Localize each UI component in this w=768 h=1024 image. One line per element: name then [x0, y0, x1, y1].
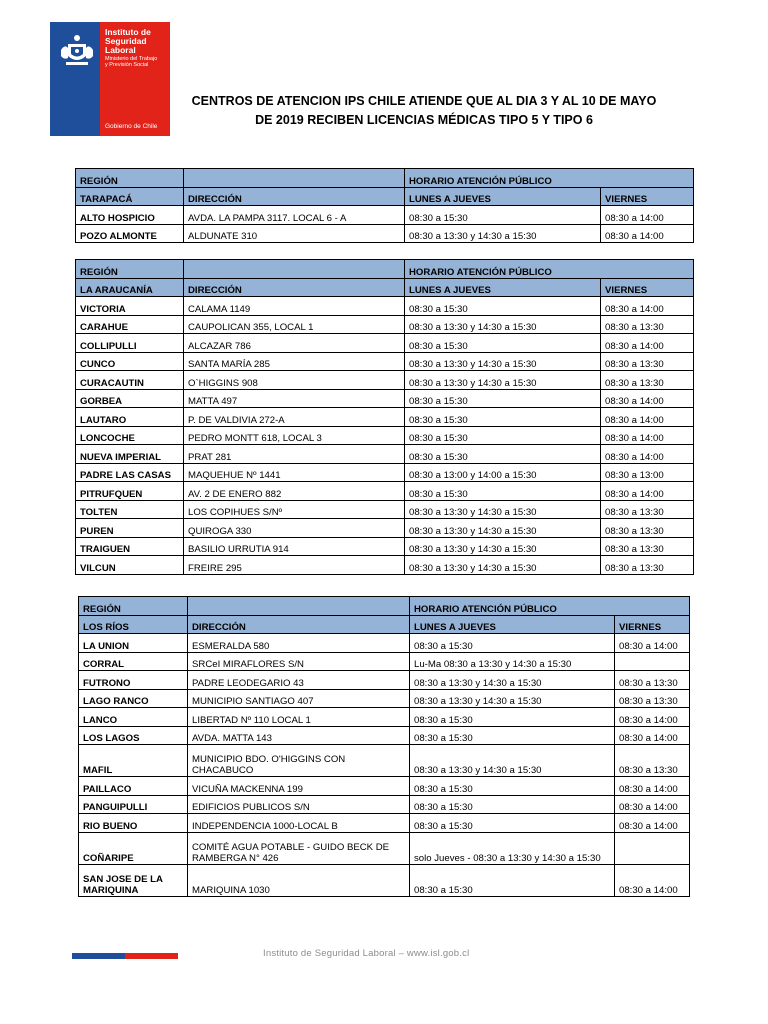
hours-mon-thu-cell: 08:30 a 13:30 y 14:30 a 15:30: [405, 519, 601, 538]
hours-fri-cell: 08:30 a 14:00: [615, 864, 690, 896]
hours-mon-thu-cell: 08:30 a 15:30: [410, 708, 615, 727]
table-row: [76, 519, 694, 538]
hours-fri-cell: 08:30 a 14:00: [601, 206, 694, 225]
logo-title: Instituto de Seguridad Laboral: [105, 27, 151, 55]
city-cell: LOS LAGOS: [79, 726, 188, 745]
address-cell: AVDA. LA PAMPA 3117. LOCAL 6 - A: [184, 206, 405, 225]
empty-header-cell: [188, 597, 410, 616]
table-row: [79, 832, 690, 864]
hours-mon-thu-cell: 08:30 a 15:30: [405, 445, 601, 464]
region-name: LA ARAUCANÍA: [76, 278, 184, 297]
address-cell: MATTA 497: [184, 389, 405, 408]
city-cell: CUNCO: [76, 352, 184, 371]
logo-government: Gobierno de Chile: [105, 123, 158, 130]
address-cell: CAUPOLICAN 355, LOCAL 1: [184, 315, 405, 334]
table-row: [79, 745, 690, 777]
table-header-row-1: [79, 597, 690, 616]
city-cell: TOLTEN: [76, 500, 184, 519]
table-row: [76, 463, 694, 482]
lunes-jueves-header: LUNES A JUEVES: [410, 615, 615, 634]
hours-mon-thu-cell: 08:30 a 15:30: [405, 408, 601, 427]
table-row: [76, 315, 694, 334]
hours-mon-thu-cell: 08:30 a 15:30: [410, 864, 615, 896]
city-cell: TRAIGUEN: [76, 537, 184, 556]
address-cell: LIBERTAD Nº 110 LOCAL 1: [188, 708, 410, 727]
table-row: [76, 537, 694, 556]
empty-header-cell: [184, 260, 405, 279]
hours-fri-cell: 08:30 a 13:30: [601, 519, 694, 538]
address-cell: BASILIO URRUTIA 914: [184, 537, 405, 556]
hours-mon-thu-cell: 08:30 a 13:30 y 14:30 a 15:30: [405, 315, 601, 334]
table-row: [79, 671, 690, 690]
hours-fri-cell: 08:30 a 14:00: [601, 297, 694, 316]
lunes-jueves-header: LUNES A JUEVES: [405, 278, 601, 297]
table-row: [79, 777, 690, 796]
hours-mon-thu-cell: 08:30 a 13:30 y 14:30 a 15:30: [410, 745, 615, 777]
table-row: [76, 224, 694, 243]
city-cell: VICTORIA: [76, 297, 184, 316]
hours-mon-thu-cell: 08:30 a 15:30: [410, 634, 615, 653]
address-cell: QUIROGA 330: [184, 519, 405, 538]
hours-mon-thu-cell: 08:30 a 15:30: [405, 206, 601, 225]
table-los-rios: [78, 596, 690, 897]
horario-header: HORARIO ATENCIÓN PÚBLICO: [405, 169, 694, 188]
address-cell: PADRE LEODEGARIO 43: [188, 671, 410, 690]
address-cell: CALAMA 1149: [184, 297, 405, 316]
hours-fri-cell: [615, 832, 690, 864]
region-name: LOS RÍOS: [79, 615, 188, 634]
table-row: [76, 206, 694, 225]
table-row: [79, 652, 690, 671]
table-row: [79, 726, 690, 745]
hours-mon-thu-cell: 08:30 a 15:30: [405, 334, 601, 353]
hours-mon-thu-cell: 08:30 a 13:30 y 14:30 a 15:30: [405, 537, 601, 556]
city-cell: CORRAL: [79, 652, 188, 671]
hours-mon-thu-cell: 08:30 a 15:30: [405, 389, 601, 408]
hours-fri-cell: 08:30 a 14:00: [601, 334, 694, 353]
hours-mon-thu-cell: 08:30 a 13:00 y 14:00 a 15:30: [405, 463, 601, 482]
address-cell: MARIQUINA 1030: [188, 864, 410, 896]
document-title-line-2: DE 2019 RECIBEN LICENCIAS MÉDICAS TIPO 5 Y TIPO 6: [255, 113, 593, 127]
direccion-header: DIRECCIÓN: [184, 278, 405, 297]
table-row: [79, 814, 690, 833]
hours-fri-cell: 08:30 a 14:00: [615, 795, 690, 814]
lunes-jueves-header: LUNES A JUEVES: [405, 187, 601, 206]
city-cell: LAUTARO: [76, 408, 184, 427]
viernes-header: VIERNES: [615, 615, 690, 634]
hours-fri-cell: [615, 652, 690, 671]
region-label: REGIÓN: [76, 169, 184, 188]
footer-color-bar: [72, 953, 178, 959]
region-name: TARAPACÁ: [76, 187, 184, 206]
address-cell: PRAT 281: [184, 445, 405, 464]
hours-fri-cell: 08:30 a 13:30: [601, 556, 694, 575]
hours-fri-cell: 08:30 a 13:30: [601, 500, 694, 519]
hours-fri-cell: 08:30 a 14:00: [615, 777, 690, 796]
address-cell: PEDRO MONTT 618, LOCAL 3: [184, 426, 405, 445]
address-cell: MAQUEHUE Nº 1441: [184, 463, 405, 482]
hours-fri-cell: 08:30 a 13:30: [601, 537, 694, 556]
hours-mon-thu-cell: 08:30 a 13:30 y 14:30 a 15:30: [405, 352, 601, 371]
table-la-araucania: [75, 259, 694, 575]
city-cell: LA UNION: [79, 634, 188, 653]
city-cell: VILCUN: [76, 556, 184, 575]
address-cell: P. DE VALDIVIA 272-A: [184, 408, 405, 427]
hours-mon-thu-cell: 08:30 a 15:30: [405, 482, 601, 501]
table-header-row-1: [76, 260, 694, 279]
hours-fri-cell: 08:30 a 13:30: [615, 671, 690, 690]
address-cell: SANTA MARÍA 285: [184, 352, 405, 371]
city-cell: SAN JOSE DE LA MARIQUINA: [79, 864, 188, 896]
hours-fri-cell: 08:30 a 14:00: [601, 482, 694, 501]
address-cell: MUNICIPIO SANTIAGO 407: [188, 689, 410, 708]
city-cell: MAFIL: [79, 745, 188, 777]
city-cell: PANGUIPULLI: [79, 795, 188, 814]
footer-text: Instituto de Seguridad Laboral – www.isl.gob.cl: [263, 948, 470, 959]
city-cell: COLLIPULLI: [76, 334, 184, 353]
viernes-header: VIERNES: [601, 278, 694, 297]
hours-mon-thu-cell: 08:30 a 13:30 y 14:30 a 15:30: [405, 500, 601, 519]
table-body: [76, 169, 694, 243]
hours-fri-cell: 08:30 a 14:00: [601, 445, 694, 464]
hours-fri-cell: 08:30 a 13:30: [601, 352, 694, 371]
hours-fri-cell: 08:30 a 13:30: [615, 689, 690, 708]
hours-fri-cell: 08:30 a 14:00: [601, 389, 694, 408]
hours-fri-cell: 08:30 a 14:00: [601, 408, 694, 427]
footer-bar-red: [125, 953, 178, 959]
address-cell: ALDUNATE 310: [184, 224, 405, 243]
table-row: [76, 445, 694, 464]
city-cell: GORBEA: [76, 389, 184, 408]
hours-mon-thu-cell: 08:30 a 15:30: [410, 814, 615, 833]
viernes-header: VIERNES: [601, 187, 694, 206]
direccion-header: DIRECCIÓN: [188, 615, 410, 634]
table-header-row-2: [79, 615, 690, 634]
city-cell: PITRUFQUEN: [76, 482, 184, 501]
footer-bar-blue: [72, 953, 125, 959]
address-cell: ALCAZAR 786: [184, 334, 405, 353]
table-header-row-2: [76, 187, 694, 206]
direccion-header: DIRECCIÓN: [184, 187, 405, 206]
address-cell: O`HIGGINS 908: [184, 371, 405, 390]
address-cell: INDEPENDENCIA 1000-LOCAL B: [188, 814, 410, 833]
table-row: [79, 708, 690, 727]
horario-header: HORARIO ATENCIÓN PÚBLICO: [410, 597, 690, 616]
address-cell: LOS COPIHUES S/Nº: [184, 500, 405, 519]
table-row: [76, 482, 694, 501]
address-cell: MUNICIPIO BDO. O'HIGGINS CON CHACABUCO: [188, 745, 410, 777]
table-row: [76, 389, 694, 408]
city-cell: PUREN: [76, 519, 184, 538]
address-cell: ESMERALDA 580: [188, 634, 410, 653]
hours-fri-cell: 08:30 a 14:00: [615, 814, 690, 833]
hours-fri-cell: 08:30 a 14:00: [615, 708, 690, 727]
table-row: [79, 864, 690, 896]
hours-fri-cell: 08:30 a 14:00: [615, 726, 690, 745]
table-row: [76, 352, 694, 371]
table-row: [79, 795, 690, 814]
hours-fri-cell: 08:30 a 14:00: [601, 426, 694, 445]
logo-ministry: Ministerio del Trabajo y Previsión Social: [105, 56, 158, 68]
table-row: [76, 556, 694, 575]
address-cell: AV. 2 DE ENERO 882: [184, 482, 405, 501]
table-row: [76, 408, 694, 427]
table-row: [76, 334, 694, 353]
city-cell: ALTO HOSPICIO: [76, 206, 184, 225]
city-cell: COÑARIPE: [79, 832, 188, 864]
hours-fri-cell: 08:30 a 14:00: [601, 224, 694, 243]
table-row: [76, 371, 694, 390]
hours-mon-thu-cell: 08:30 a 13:30 y 14:30 a 15:30: [405, 371, 601, 390]
table-row: [79, 689, 690, 708]
hours-mon-thu-cell: 08:30 a 15:30: [410, 777, 615, 796]
empty-header-cell: [184, 169, 405, 188]
address-cell: COMITÉ AGUA POTABLE - GUIDO BECK DE RAMBERGA N° 426: [188, 832, 410, 864]
city-cell: LAGO RANCO: [79, 689, 188, 708]
horario-header: HORARIO ATENCIÓN PÚBLICO: [405, 260, 694, 279]
hours-mon-thu-cell: Lu-Ma 08:30 a 13:30 y 14:30 a 15:30: [410, 652, 615, 671]
region-label: REGIÓN: [76, 260, 184, 279]
table-tarapaca: [75, 168, 694, 243]
chile-coat-of-arms-icon: [58, 30, 96, 70]
address-cell: SRCeI MIRAFLORES S/N: [188, 652, 410, 671]
table-body: [79, 597, 690, 897]
city-cell: PAILLACO: [79, 777, 188, 796]
hours-mon-thu-cell: 08:30 a 13:30 y 14:30 a 15:30: [410, 671, 615, 690]
city-cell: POZO ALMONTE: [76, 224, 184, 243]
hours-mon-thu-cell: 08:30 a 15:30: [410, 795, 615, 814]
city-cell: NUEVA IMPERIAL: [76, 445, 184, 464]
table-body: [76, 260, 694, 575]
document-title-line-1: CENTROS DE ATENCION IPS CHILE ATIENDE QUE AL DIA 3 Y AL 10 DE MAYO: [191, 94, 657, 108]
hours-fri-cell: 08:30 a 13:30: [615, 745, 690, 777]
city-cell: RIO BUENO: [79, 814, 188, 833]
hours-mon-thu-cell: 08:30 a 13:30 y 14:30 a 15:30: [405, 556, 601, 575]
hours-mon-thu-cell: 08:30 a 15:30: [405, 426, 601, 445]
hours-fri-cell: 08:30 a 13:00: [601, 463, 694, 482]
region-label: REGIÓN: [79, 597, 188, 616]
table-header-row-2: [76, 278, 694, 297]
address-cell: FREIRE 295: [184, 556, 405, 575]
city-cell: CURACAUTIN: [76, 371, 184, 390]
hours-mon-thu-cell: 08:30 a 15:30: [405, 297, 601, 316]
address-cell: AVDA. MATTA 143: [188, 726, 410, 745]
city-cell: LONCOCHE: [76, 426, 184, 445]
city-cell: PADRE LAS CASAS: [76, 463, 184, 482]
city-cell: FUTRONO: [79, 671, 188, 690]
city-cell: LANCO: [79, 708, 188, 727]
table-row: [76, 500, 694, 519]
hours-mon-thu-cell: solo Jueves - 08:30 a 13:30 y 14:30 a 15:30: [410, 832, 615, 864]
address-cell: EDIFICIOS PUBLICOS S/N: [188, 795, 410, 814]
hours-mon-thu-cell: 08:30 a 15:30: [410, 726, 615, 745]
table-header-row-1: [76, 169, 694, 188]
hours-fri-cell: 08:30 a 13:30: [601, 371, 694, 390]
hours-fri-cell: 08:30 a 13:30: [601, 315, 694, 334]
hours-fri-cell: 08:30 a 14:00: [615, 634, 690, 653]
city-cell: CARAHUE: [76, 315, 184, 334]
address-cell: VICUÑA MACKENNA 199: [188, 777, 410, 796]
table-row: [76, 297, 694, 316]
hours-mon-thu-cell: 08:30 a 13:30 y 14:30 a 15:30: [405, 224, 601, 243]
table-row: [79, 634, 690, 653]
hours-mon-thu-cell: 08:30 a 13:30 y 14:30 a 15:30: [410, 689, 615, 708]
table-row: [76, 426, 694, 445]
